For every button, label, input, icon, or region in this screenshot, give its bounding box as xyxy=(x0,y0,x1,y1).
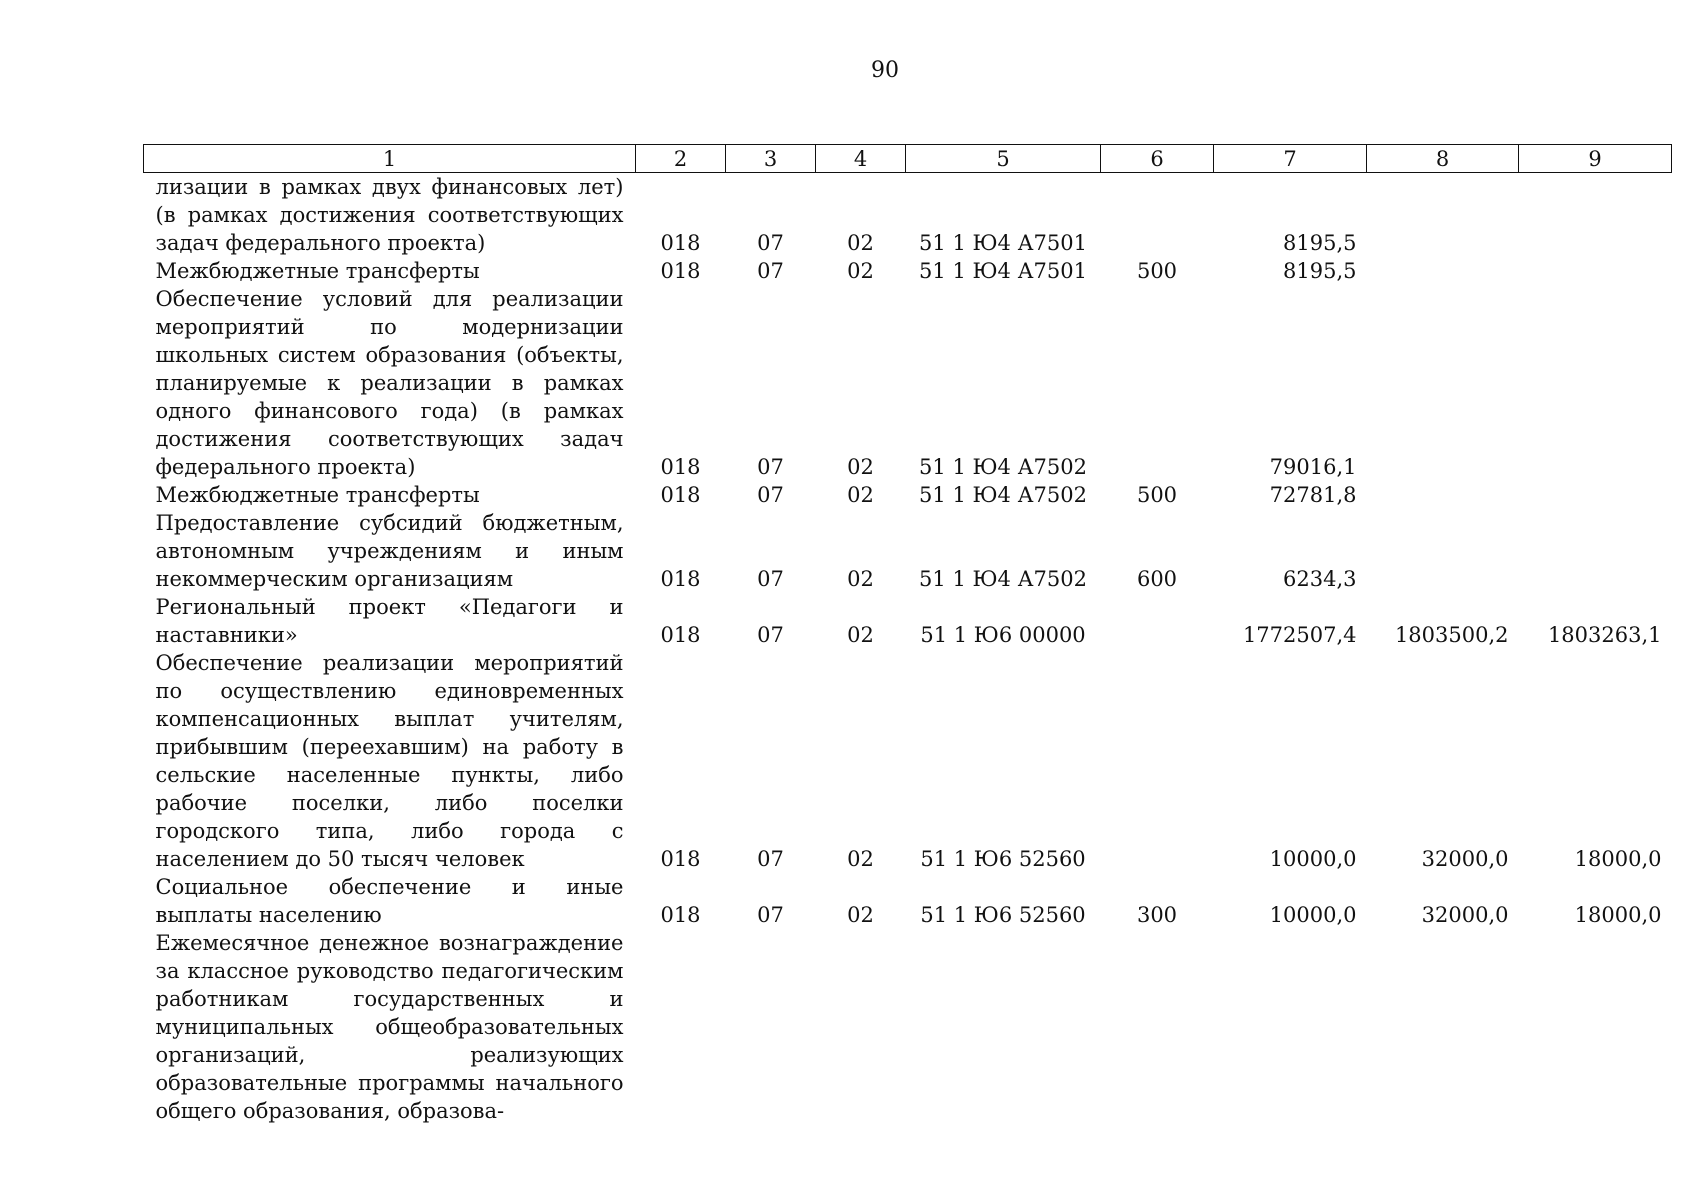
row-subsection xyxy=(816,929,906,1125)
header-col-6: 6 xyxy=(1101,145,1214,173)
row-sum-2: 1803500,2 xyxy=(1394,623,1509,647)
row-ministry xyxy=(636,929,726,1125)
row-sum-2: 32000,0 xyxy=(1421,847,1509,871)
row-name: Ежемесячное денежное вознаграждение за классное руководство педагогическим работникам государственных и муниципальных общеобразовательных организаций, реализующих образовательные программы начального общего образования, образова- xyxy=(155,931,624,1123)
header-col-9: 9 xyxy=(1519,145,1672,173)
row-sum-3: 18000,0 xyxy=(1574,847,1662,871)
row-section: 07 xyxy=(757,483,784,507)
row-sum-1: 72781,8 xyxy=(1269,483,1357,507)
row-section: 07 xyxy=(757,903,784,927)
row-sum-3 xyxy=(1519,481,1672,509)
row-name: Межбюджетные трансферты xyxy=(155,259,480,283)
row-sum-2: 32000,0 xyxy=(1421,903,1509,927)
row-sum-1: 8195,5 xyxy=(1283,231,1357,255)
row-type xyxy=(1101,929,1214,1125)
row-name: Региональный проект «Педагоги и наставники» xyxy=(155,595,624,647)
row-target: 51 1 Ю6 52560 xyxy=(920,903,1086,927)
row-target xyxy=(906,929,1101,1125)
row-sum-2 xyxy=(1367,509,1519,593)
row-ministry: 018 xyxy=(660,231,701,255)
row-name: Обеспечение условий для реализации мероприятий по модернизации школьных систем образования (объекты, планируемые к реализации в рамках одного финансового года) (в рамках достижения соответствующих задач федерального проекта) xyxy=(155,287,624,479)
row-sum-3 xyxy=(1519,257,1672,285)
table-row xyxy=(144,929,1672,1125)
row-subsection: 02 xyxy=(847,903,874,927)
row-sum-2 xyxy=(1367,285,1519,481)
row-sum-3: 1803263,1 xyxy=(1547,623,1662,647)
table-header xyxy=(144,145,1672,173)
row-subsection: 02 xyxy=(847,623,874,647)
row-subsection: 02 xyxy=(847,847,874,871)
row-ministry: 018 xyxy=(660,623,701,647)
row-target: 51 1 Ю4 А7501 xyxy=(919,231,1087,255)
table-row xyxy=(144,173,1672,258)
row-type xyxy=(1101,593,1214,649)
row-target: 51 1 Ю4 А7502 xyxy=(919,567,1087,591)
row-section: 07 xyxy=(757,623,784,647)
row-type xyxy=(1101,649,1214,873)
row-sum-2 xyxy=(1367,929,1519,1125)
row-ministry: 018 xyxy=(660,455,701,479)
row-sum-3 xyxy=(1519,929,1672,1125)
row-sum-1: 10000,0 xyxy=(1269,847,1357,871)
row-subsection: 02 xyxy=(847,455,874,479)
row-name: лизации в рамках двух финансовых лет) (в рамках достижения соответствующих задач федерального проекта) xyxy=(155,175,624,255)
row-sum-3 xyxy=(1519,173,1672,258)
row-target: 51 1 Ю4 А7501 xyxy=(919,259,1087,283)
row-type: 500 xyxy=(1136,483,1178,507)
row-section: 07 xyxy=(757,567,784,591)
row-ministry: 018 xyxy=(660,903,701,927)
row-type: 500 xyxy=(1136,259,1178,283)
header-col-7: 7 xyxy=(1214,145,1367,173)
row-section: 07 xyxy=(757,259,784,283)
row-ministry: 018 xyxy=(660,567,701,591)
row-ministry: 018 xyxy=(660,259,701,283)
row-section: 07 xyxy=(757,847,784,871)
row-sum-1 xyxy=(1214,929,1367,1125)
row-sum-3: 18000,0 xyxy=(1574,903,1662,927)
row-target: 51 1 Ю4 А7502 xyxy=(919,455,1087,479)
header-col-3: 3 xyxy=(726,145,816,173)
row-sum-1: 79016,1 xyxy=(1269,455,1357,479)
row-subsection: 02 xyxy=(847,231,874,255)
row-sum-3 xyxy=(1519,285,1672,481)
row-sum-1: 10000,0 xyxy=(1269,903,1357,927)
header-col-4: 4 xyxy=(816,145,906,173)
table-row xyxy=(144,285,1672,481)
table-row xyxy=(144,509,1672,593)
row-sum-2 xyxy=(1367,173,1519,258)
row-subsection: 02 xyxy=(847,259,874,283)
table-row xyxy=(144,873,1672,929)
header-row xyxy=(144,145,1672,173)
row-section xyxy=(726,929,816,1125)
row-subsection: 02 xyxy=(847,483,874,507)
row-type xyxy=(1101,173,1214,258)
row-name: Межбюджетные трансферты xyxy=(155,483,480,507)
row-sum-1: 1772507,4 xyxy=(1242,623,1357,647)
row-name: Социальное обеспечение и иные выплаты населению xyxy=(155,875,624,927)
row-name: Обеспечение реализации мероприятий по осуществлению единовременных компенсационных выплат учителям, прибывшим (переехавшим) на работу в сельские населенные пункты, либо рабочие поселки, либо поселки городского типа, либо города с населением до 50 тысяч человек xyxy=(155,651,624,871)
table-body xyxy=(144,173,1672,1126)
row-type: 300 xyxy=(1136,903,1178,927)
table-row xyxy=(144,649,1672,873)
row-type: 600 xyxy=(1136,567,1178,591)
row-target: 51 1 Ю6 00000 xyxy=(920,623,1086,647)
table-row xyxy=(144,481,1672,509)
header-col-8: 8 xyxy=(1367,145,1519,173)
row-target: 51 1 Ю4 А7502 xyxy=(919,483,1087,507)
row-target: 51 1 Ю6 52560 xyxy=(920,847,1086,871)
header-col-5: 5 xyxy=(906,145,1101,173)
row-sum-2 xyxy=(1367,257,1519,285)
table-row xyxy=(144,593,1672,649)
row-sum-2 xyxy=(1367,481,1519,509)
row-ministry: 018 xyxy=(660,847,701,871)
budget-table xyxy=(143,144,1672,1125)
row-ministry: 018 xyxy=(660,483,701,507)
row-sum-1: 6234,3 xyxy=(1283,567,1357,591)
row-section: 07 xyxy=(757,231,784,255)
row-section: 07 xyxy=(757,455,784,479)
row-name: Предоставление субсидий бюджетным, автономным учреждениям и иным некоммерческим организациям xyxy=(155,511,624,591)
row-sum-1: 8195,5 xyxy=(1283,259,1357,283)
row-type xyxy=(1101,285,1214,481)
header-col-2: 2 xyxy=(636,145,726,173)
row-subsection: 02 xyxy=(847,567,874,591)
page-number: 90 xyxy=(871,58,899,83)
table-row xyxy=(144,257,1672,285)
row-sum-3 xyxy=(1519,509,1672,593)
header-col-1: 1 xyxy=(144,145,636,173)
